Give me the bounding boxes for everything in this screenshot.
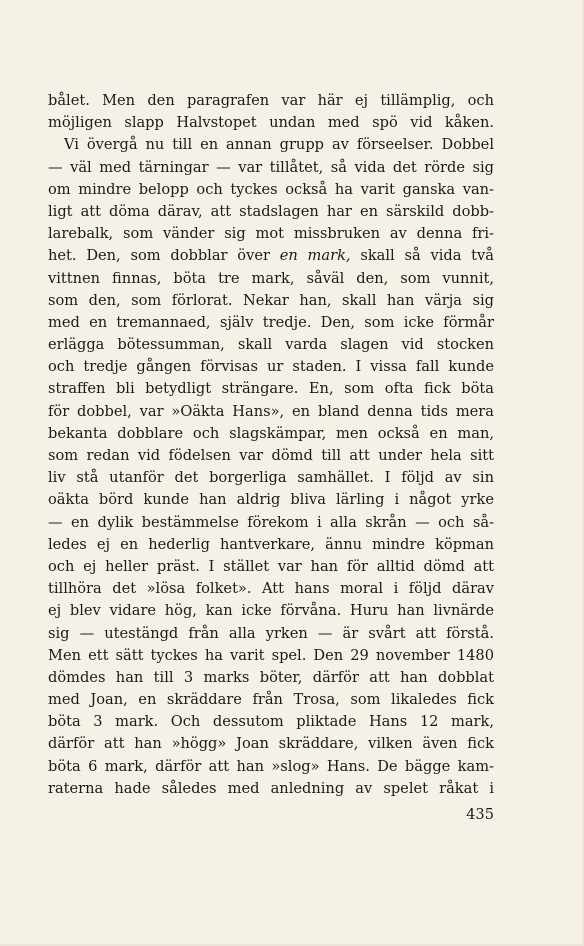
text-line: med en tremannaed, själv tredje. Den, som icke förmår (48, 313, 494, 331)
text-line: raterna hade således med anledning av spelet råkat i (48, 779, 494, 797)
text-line: som redan vid födelsen var dömd till att under hela sitt (48, 447, 494, 464)
text-line: ej blev vidare hög, kan icke förvåna. Huru han livnärde (48, 602, 494, 620)
text-line: bålet. Men den paragrafen var här ej tillämplig, och (48, 92, 494, 109)
text-line: böta 6 mark, därför att han »slog» Hans. De bägge kam- (48, 757, 494, 775)
text-line: — väl med tärningar — var tillåtet, så vida det rörde sig (48, 158, 494, 176)
body-text (48, 90, 494, 800)
text-line: tillhöra det »lösa folket». Att hans moral i följd därav (48, 580, 494, 598)
text-line: larebalk, som vänder sig mot missbruken av denna fri- (48, 225, 494, 243)
text-line: erlägga bötessumman, skall varda slagen vid stocken (48, 336, 494, 354)
text-line: vittnen finnas, böta tre mark, såväl den, som vunnit, (48, 269, 494, 287)
text-line: sig — utestängd från alla yrken — är svårt att förstå. (48, 624, 494, 642)
text-line: böta 3 mark. Och dessutom pliktade Hans 12 mark, (48, 713, 494, 731)
text-line: — en dylik bestämmelse förekom i alla skrån — och så- (48, 513, 494, 531)
text-segment: skall så vida två (360, 247, 494, 265)
text-line: därför att han »högg» Joan skräddare, vilken även fick (48, 735, 494, 753)
text-line: för dobbel, var »Oäkta Hans», en bland denna tids mera (48, 402, 494, 420)
text-line: oäkta börd kunde han aldrig bliva lärling i något yrke (48, 491, 494, 509)
text-line: straffen bli betydligt strängare. En, som ofta fick böta (48, 380, 494, 398)
paragraph-first-line: Vi övergå nu till en annan grupp av förseelser. Dobbel (64, 136, 494, 154)
text-line: ligt att döma därav, att stadslagen har en särskild dobb- (48, 202, 494, 220)
text-line: och ej heller präst. I stället var han för alltid dömd att (48, 557, 494, 575)
text-line: bekanta dobblare och slagskämpar, men också en man, (48, 424, 494, 442)
text-line: med Joan, en skräddare från Trosa, som likaledes fick (48, 691, 494, 709)
text-line: som den, som förlorat. Nekar han, skall han värja sig (48, 291, 494, 309)
italic-phrase: en mark, (279, 247, 351, 265)
text-line: Men ett sätt tyckes ha varit spel. Den 29 november 1480 (48, 646, 494, 664)
text-line: liv stå utanför det borgerliga samhället. I följd av sin (48, 469, 494, 487)
text-segment: het. Den, som dobblar över (48, 247, 270, 265)
text-line: och tredje gången förvisas ur staden. I vissa fall kunde (48, 358, 494, 376)
text-line: ledes ej en hederlig hantverkare, ännu mindre köpman (48, 535, 494, 553)
text-line-with-italic (48, 245, 494, 267)
page-number: 435 (466, 806, 494, 823)
text-line: möjligen slapp Halvstopet undan med spö vid kåken. (48, 114, 494, 132)
text-line: dömdes han till 3 marks böter, därför att han dobblat (48, 668, 494, 686)
text-line: om mindre belopp och tyckes också ha varit ganska van- (48, 180, 494, 198)
